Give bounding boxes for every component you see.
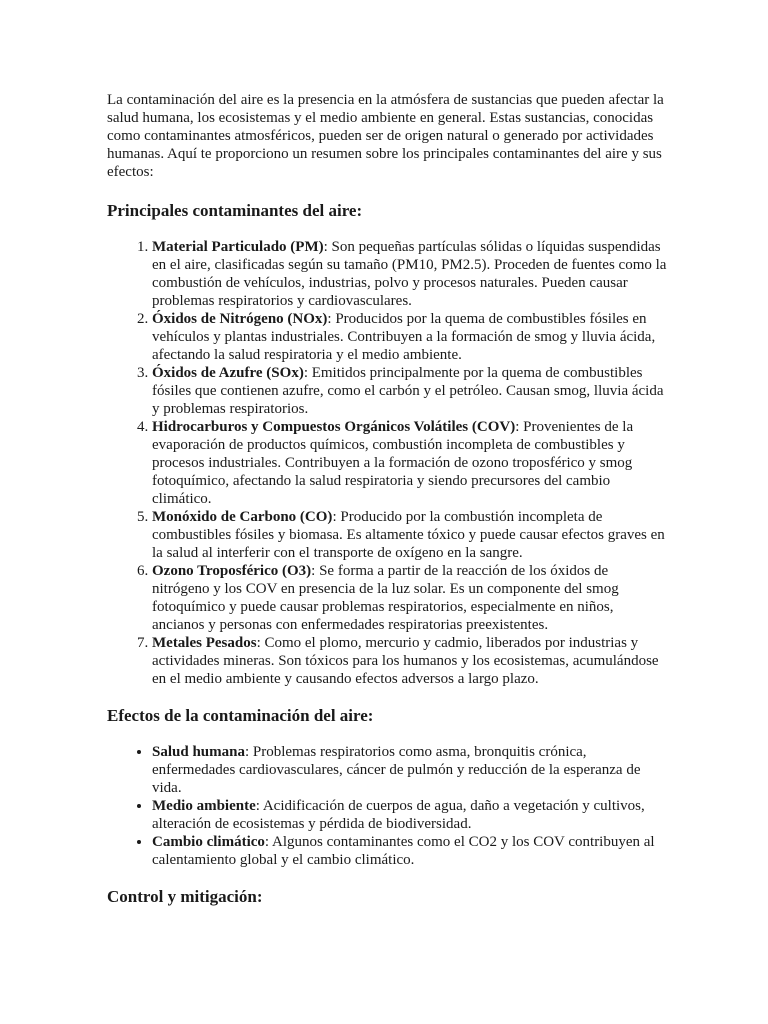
- item-description: : Se forma a partir de la reacción de los óxidos de nitrógeno y los COV en presencia de la luz solar. Es un componente del smog fotoquímico y puede causar problemas respiratorios, especialmente en niños, ancianos y personas con enfermedades respiratorias preexistentes.: [152, 563, 619, 633]
- item-description: : Acidificación de cuerpos de agua, daño a vegetación y cultivos, alteración de ecosistemas y pérdida de biodiversidad.: [152, 798, 645, 832]
- list-item: [152, 418, 668, 508]
- item-term: Monóxido de Carbono (CO): [152, 509, 333, 525]
- list-item: [152, 833, 668, 869]
- item-description: : Producidos por la quema de combustibles fósiles en vehículos y plantas industriales. Contribuyen a la formación de smog y lluvia ácida, afectando la salud respiratoria y el medio ambiente.: [152, 311, 656, 363]
- item-description: : Producido por la combustión incompleta de combustibles fósiles y biomasa. Es altamente tóxico y puede causar efectos graves en la salud al interferir con el transporte de oxígeno en la sangre.: [152, 509, 665, 561]
- item-description: : Son pequeñas partículas sólidas o líquidas suspendidas en el aire, clasificadas según su tamaño (PM10, PM2.5). Proceden de fuentes como la combustión de vehículos, industrias, polvo y procesos naturales. Pueden causar problemas respiratorios y cardiovasculares.: [152, 239, 667, 309]
- item-term: Óxidos de Azufre (SOx): [152, 365, 304, 381]
- item-description: : Como el plomo, mercurio y cadmio, liberados por industrias y actividades mineras. Son tóxicos para los humanos y los ecosistemas, acumulándose en el medio ambiente y causando efectos adversos a largo plazo.: [152, 635, 659, 687]
- effects-list: [107, 743, 668, 869]
- intro-paragraph: La contaminación del aire es la presencia en la atmósfera de sustancias que pueden afectar la salud humana, los ecosistemas y el medio ambiente en general. Estas sustancias, conocidas como contaminantes atmosféricos, pueden ser de origen natural o generado por actividades humanas. Aquí te proporciono un resumen sobre los principales contaminantes del aire y sus efectos:: [107, 92, 664, 180]
- item-term: Material Particulado (PM): [152, 239, 324, 255]
- list-item: [152, 743, 668, 797]
- item-description: : Emitidos principalmente por la quema de combustibles fósiles que contienen azufre, como el carbón y el petróleo. Causan smog, lluvia ácida y problemas respiratorios.: [152, 365, 664, 417]
- pollutants-list: [107, 238, 668, 688]
- list-item: [152, 562, 668, 634]
- item-term: Cambio climático: [152, 834, 265, 850]
- list-item: [152, 797, 668, 833]
- item-term: Óxidos de Nitrógeno (NOx): [152, 311, 328, 327]
- item-description: : Provenientes de la evaporación de productos químicos, combustión incompleta de combustibles y procesos industriales. Contribuyen a la formación de ozono troposférico y smog fotoquímico, afectando la salud respiratoria y siendo precursores del cambio climático.: [152, 419, 634, 507]
- section-heading-contaminants: Principales contaminantes del aire:: [107, 201, 363, 220]
- list-item: [152, 364, 668, 418]
- item-term: Ozono Troposférico (O3): [152, 563, 312, 579]
- item-description: : Algunos contaminantes como el CO2 y los COV contribuyen al calentamiento global y el cambio climático.: [152, 834, 655, 868]
- item-term: Hidrocarburos y Compuestos Orgánicos Volátiles (COV): [152, 419, 516, 435]
- list-item: [152, 508, 668, 562]
- section-heading-control: Control y mitigación:: [107, 887, 263, 906]
- item-term: Metales Pesados: [152, 635, 257, 651]
- list-item: [152, 238, 668, 310]
- list-item: [152, 310, 668, 364]
- section-heading-effects: Efectos de la contaminación del aire:: [107, 706, 374, 725]
- item-description: : Problemas respiratorios como asma, bronquitis crónica, enfermedades cardiovasculares, cáncer de pulmón y reducción de la esperanza de vida.: [152, 744, 641, 796]
- item-term: Medio ambiente: [152, 798, 256, 814]
- item-term: Salud humana: [152, 744, 245, 760]
- list-item: [152, 634, 668, 688]
